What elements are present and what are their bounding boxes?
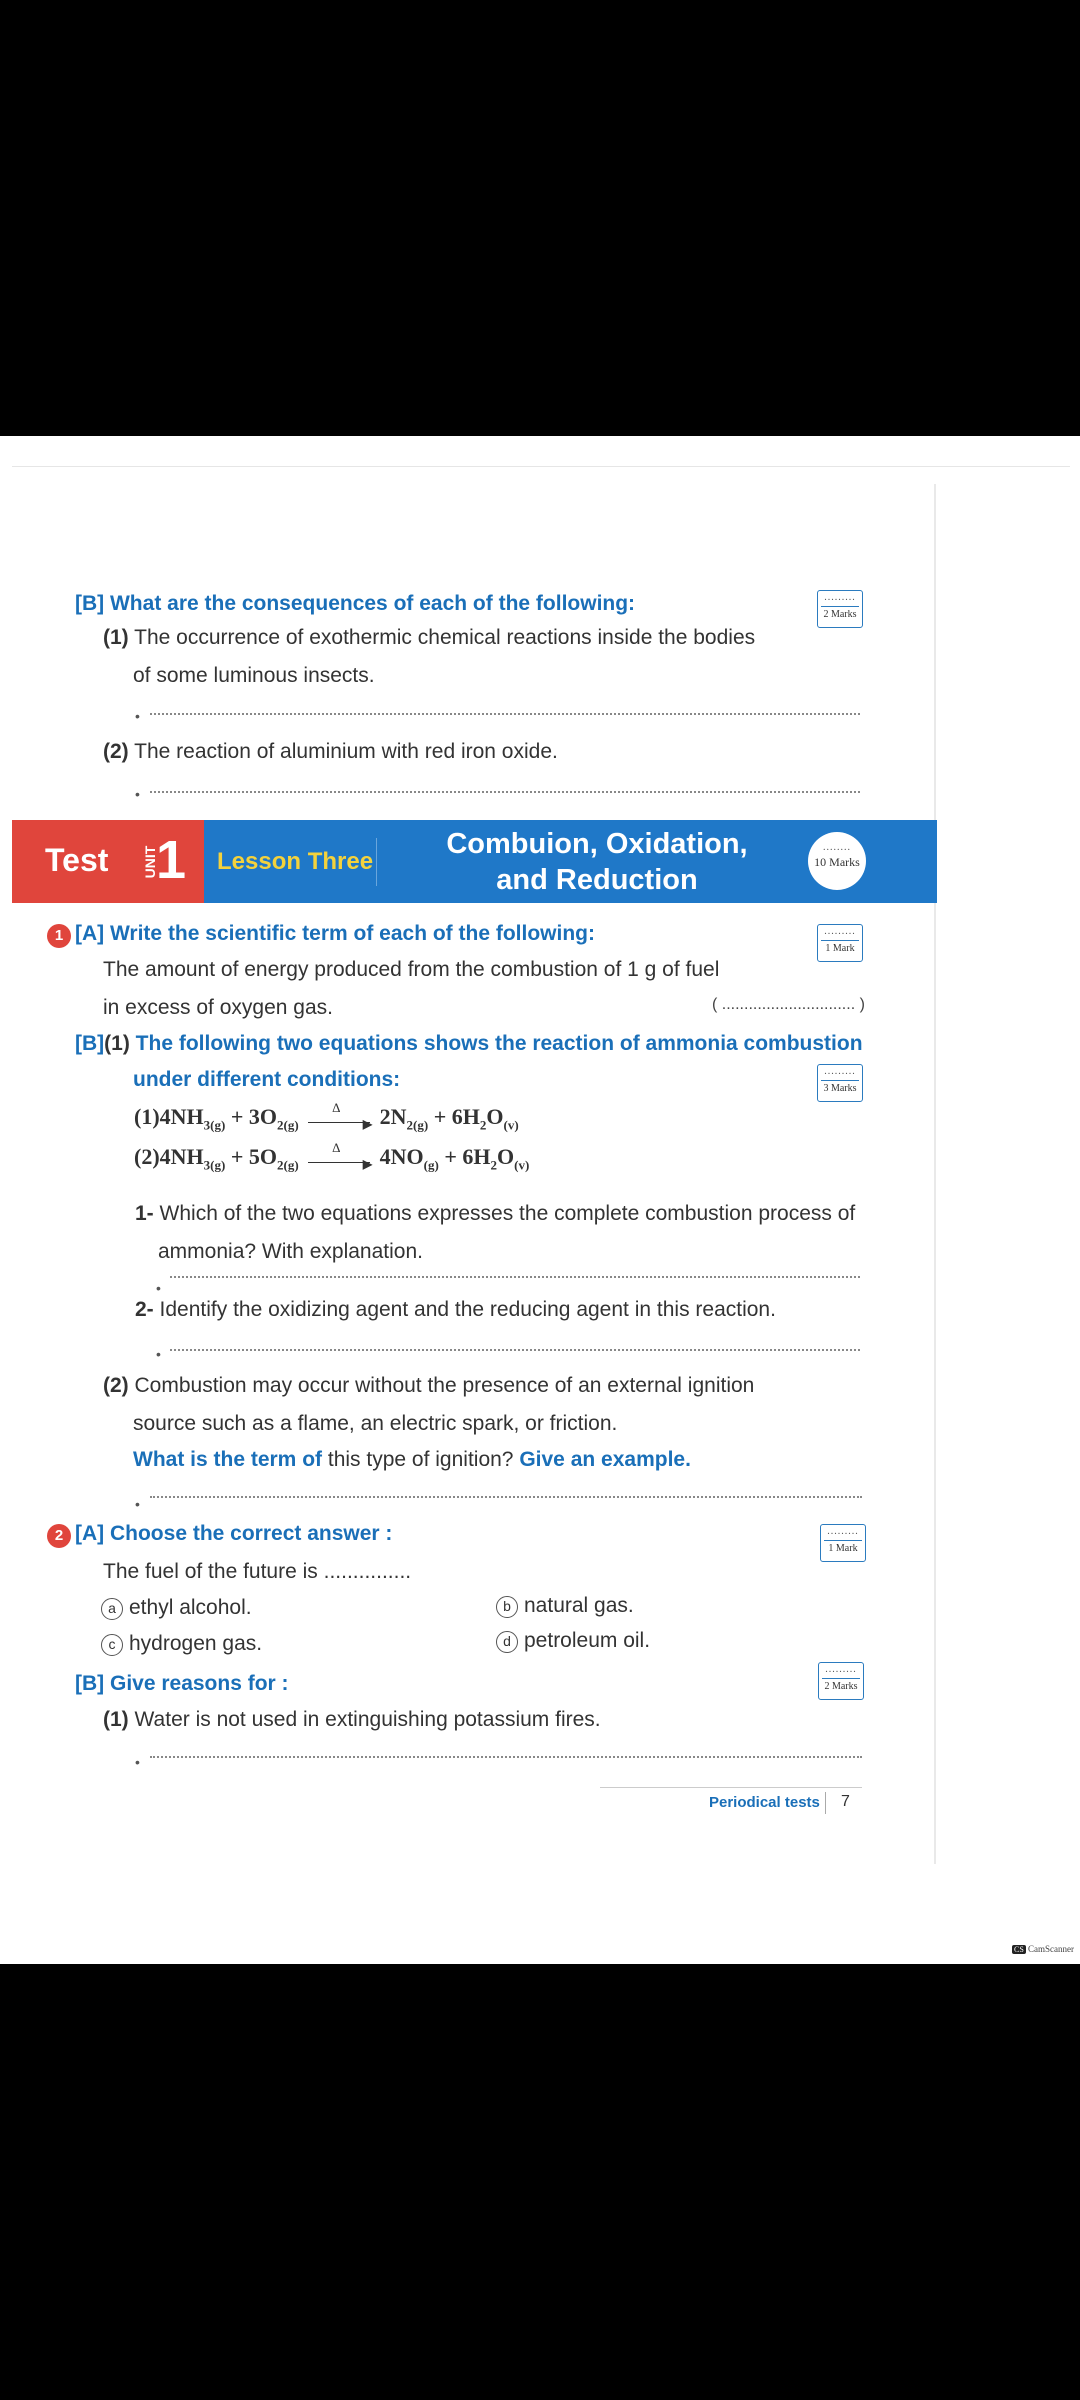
footer-label: Periodical tests [709, 1794, 820, 1811]
option-letter: c [101, 1634, 123, 1656]
answer-bullet: • [135, 786, 140, 802]
equation-1: $(1)4NH_{3(g)} + 3O_{2(g)}$ Δ ▶ $2N_{2(g)} + 6H_2O_{(v)}$ [134, 1100, 519, 1133]
scientific-term-answer-slot[interactable]: ( .............................. ) [712, 996, 865, 1013]
footer-divider [825, 1792, 826, 1814]
answer-bullet: • [156, 1346, 161, 1362]
q1-part2 [103, 1374, 754, 1398]
answer-line[interactable] [150, 713, 860, 715]
option-letter: d [496, 1631, 518, 1653]
consequence-item-1-line2: of some luminous insects. [133, 664, 375, 687]
sub-question-1 [135, 1202, 855, 1226]
equation-label: (1) [134, 1104, 160, 1129]
footer-rule [600, 1787, 862, 1788]
marks-label: 1 Mark [821, 940, 859, 954]
part-number: (1) [104, 1032, 130, 1055]
option-a[interactable] [101, 1596, 252, 1620]
reaction-arrow: Δ ▶ [308, 1154, 370, 1163]
q1-partB-heading-line2: under different conditions: [133, 1068, 401, 1091]
lesson-title [392, 826, 802, 898]
answer-line[interactable] [150, 1756, 862, 1758]
marks-box [818, 1662, 864, 1700]
answer-bullet: • [156, 1280, 161, 1296]
test-banner [12, 820, 937, 903]
sub-question-1-line2: ammonia? With explanation. [158, 1240, 423, 1263]
consequence-item-2 [103, 740, 558, 764]
part-number: (2) [103, 1374, 129, 1397]
question-number-badge: 1 [47, 924, 71, 948]
scanner-watermark [1012, 1944, 1074, 1954]
q2-partB-item [103, 1708, 601, 1732]
page-number: 7 [841, 1793, 850, 1810]
q2-stem: The fuel of the future is ............... [103, 1560, 412, 1583]
sub-number: 1- [135, 1202, 154, 1225]
equation-label: (2) [134, 1144, 160, 1169]
sub-text: Identify the oxidizing agent and the reducing agent in this reaction. [159, 1298, 776, 1321]
heat-symbol: Δ [332, 1100, 341, 1116]
item-number: (1) [103, 1708, 129, 1731]
sub-text: Which of the two equations expresses the complete combustion process of [159, 1202, 856, 1225]
option-b[interactable] [496, 1594, 634, 1618]
question-number-badge: 2 [47, 1524, 71, 1548]
q1-partB-heading [75, 1032, 863, 1056]
q2-partA-heading: [A] Choose the correct answer : [75, 1522, 393, 1545]
scanner-name: CamScanner [1028, 1944, 1075, 1954]
answer-bullet: • [135, 1754, 140, 1770]
part-text: Combustion may occur without the presence of an external ignition [134, 1374, 755, 1397]
q1-partA-line2: in excess of oxygen gas. [103, 996, 333, 1019]
consequence-item-1 [103, 626, 755, 650]
unit-label: UNIT [142, 845, 158, 879]
consequences-heading: [B] What are the consequences of each of the following: [75, 592, 636, 615]
marks-label: 2 Marks [822, 1678, 860, 1692]
unit-number: 1 [156, 830, 187, 890]
answer-line[interactable] [150, 791, 860, 793]
marks-box [820, 1524, 866, 1562]
q1-partA-line1: The amount of energy produced from the combustion of 1 g of fuel [103, 958, 720, 981]
item-number: (1) [103, 626, 129, 649]
equation-2: $(2)4NH_{3(g)} + 5O_{2(g)}$ Δ ▶ $4NO_{(g)} + 6H_2O_{(v)}$ [134, 1140, 530, 1173]
marks-dots: ......... [827, 1526, 859, 1537]
option-letter: b [496, 1596, 518, 1618]
marks-label: 3 Marks [821, 1080, 859, 1094]
q1-part2-line2: source such as a flame, an electric spark, or friction. [133, 1412, 618, 1435]
test-label: Test [45, 842, 109, 878]
reaction-arrow: Δ ▶ [308, 1114, 370, 1123]
answer-bullet: • [135, 1496, 140, 1512]
scanner-badge: CS [1014, 1945, 1024, 1954]
answer-line[interactable] [170, 1349, 860, 1351]
answer-line[interactable] [150, 1496, 862, 1498]
q1-part2-question [133, 1448, 691, 1472]
total-marks-label: 10 Marks [814, 855, 860, 869]
marks-dots: ......... [824, 592, 856, 603]
part-label: [B] [75, 1032, 105, 1055]
option-text: petroleum oil. [524, 1629, 651, 1652]
item-text: The reaction of aluminium with red iron oxide. [134, 740, 558, 763]
q1-partA-heading: [A] Write the scientific term of each of the following: [75, 922, 595, 945]
question-plain: this type of ignition? [327, 1448, 514, 1471]
part-heading-text: The following two equations shows the reaction of ammonia combustion [135, 1032, 863, 1055]
question-blue-1: What is the term of [133, 1448, 323, 1471]
option-letter: a [101, 1598, 123, 1620]
sub-question-2 [135, 1298, 776, 1322]
option-d[interactable] [496, 1629, 650, 1653]
answer-bullet: • [135, 708, 140, 724]
lesson-label: Lesson Three [217, 848, 374, 875]
option-c[interactable] [101, 1632, 262, 1656]
banner-divider [376, 838, 377, 886]
item-number: (2) [103, 740, 129, 763]
document-page [0, 436, 1080, 1964]
heat-symbol: Δ [332, 1140, 341, 1156]
sub-number: 2- [135, 1298, 154, 1321]
lesson-title-line-1: Combuion, Oxidation, [446, 828, 748, 860]
answer-line[interactable] [170, 1276, 860, 1278]
item-text: The occurrence of exothermic chemical reactions inside the bodies [134, 626, 756, 649]
option-text: natural gas. [524, 1594, 634, 1617]
question-blue-2: Give an example. [519, 1448, 691, 1471]
option-text: ethyl alcohol. [129, 1596, 252, 1619]
total-marks-badge [808, 832, 866, 890]
marks-label: 1 Mark [824, 1540, 862, 1554]
marks-dots: ........ [823, 842, 851, 853]
item-text: Water is not used in extinguishing potassium fires. [134, 1708, 601, 1731]
page-edge-shadow [934, 484, 936, 1864]
marks-dots: ......... [824, 1066, 856, 1077]
marks-box [817, 924, 863, 962]
marks-box [817, 1064, 863, 1102]
marks-dots: ......... [824, 926, 856, 937]
marks-label: 2 Marks [821, 606, 859, 620]
option-text: hydrogen gas. [129, 1632, 263, 1655]
lesson-title-line-2: and Reduction [496, 864, 698, 896]
q2-partB-heading: [B] Give reasons for : [75, 1672, 289, 1695]
top-rule [12, 466, 1070, 467]
marks-box [817, 590, 863, 628]
marks-dots: ......... [825, 1664, 857, 1675]
